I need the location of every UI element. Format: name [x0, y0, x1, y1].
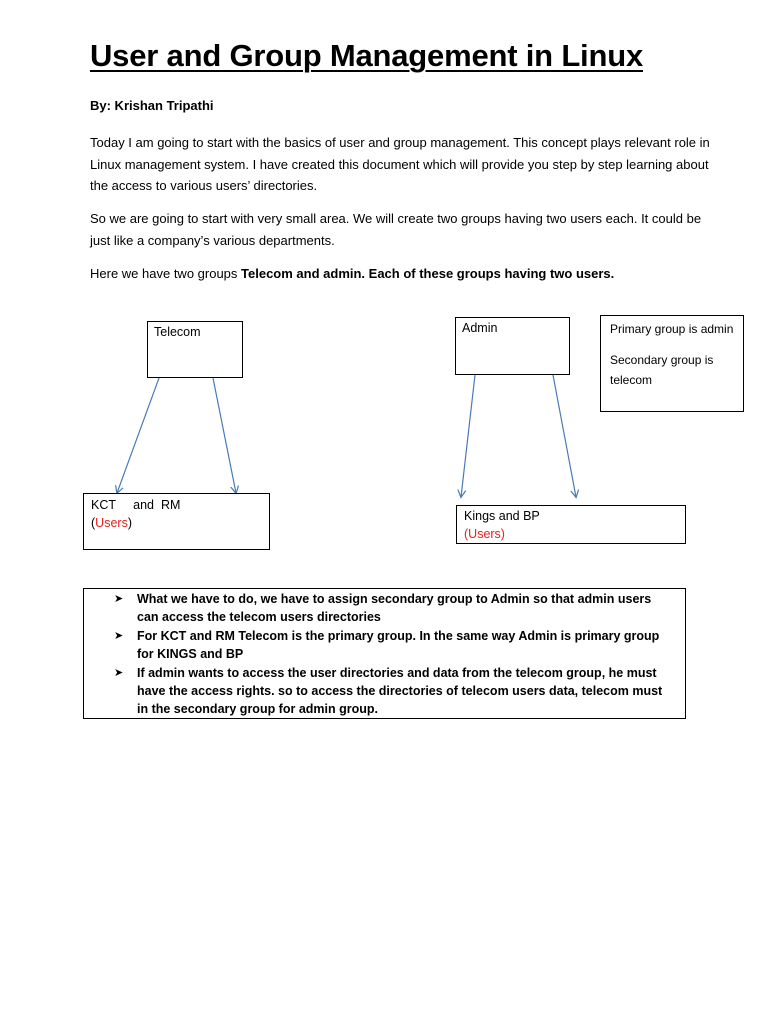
arrow-bullet-icon: ➤ — [114, 629, 124, 642]
list-item — [114, 664, 675, 719]
secondary-group-note: Secondary group is telecom — [610, 353, 714, 387]
intro-paragraph: Today I am going to start with the basics of user and group management. This concept plays relevant role in Linux management system. I have created this document which will provide you step by step learning about the access to various users’ directories. — [90, 135, 710, 193]
arrow-bullet-icon: ➤ — [114, 593, 124, 605]
explanation-box — [83, 588, 686, 719]
admin-group-label: Admin — [462, 321, 498, 335]
page-title: User and Group Management in Linux — [90, 38, 643, 73]
arrow-telecom-to-kct — [117, 378, 159, 493]
scope-paragraph: So we are going to start with very small area. We will create two groups having two users each. It could be just like a company’s various departments. — [90, 211, 702, 248]
arrow-admin-to-kings — [461, 375, 475, 497]
list-item — [114, 590, 675, 627]
group-note-box — [600, 315, 744, 412]
telecom-users-box — [83, 493, 270, 550]
telecom-group-label: Telecom — [154, 325, 201, 339]
groups-paragraph-bold: Telecom and admin. Each of these groups having two users. — [241, 266, 615, 281]
arrow-bullet-icon: ➤ — [114, 666, 124, 679]
list-item — [114, 627, 675, 664]
bullet-text: If admin wants to access the user directories and data from the telecom group, he must have the access rights. so to access the directories of telecom users data, telecom must in the secondary group for admin group. — [137, 665, 663, 717]
telecom-group-box — [147, 321, 243, 378]
admin-users-caption: (Users) — [464, 527, 505, 541]
author-byline: By: Krishan Tripathi — [90, 98, 214, 113]
arrow-admin-to-bp — [553, 375, 576, 497]
telecom-users-names: KCT and RM — [91, 498, 181, 512]
bullet-text: For KCT and RM Telecom is the primary group. In the same way Admin is primary group for KINGS and BP — [137, 628, 660, 662]
admin-users-names: Kings and BP — [464, 509, 540, 523]
groups-paragraph-prefix: Here we have two groups — [90, 266, 242, 281]
bullet-text: What we have to do, we have to assign secondary group to Admin so that admin users can access the telecom users directories — [137, 592, 652, 625]
telecom-users-caption — [91, 514, 262, 532]
close-paren: ) — [127, 516, 132, 530]
groups-paragraph — [90, 263, 710, 285]
users-label: Users — [95, 516, 128, 530]
admin-users-box — [456, 505, 686, 544]
admin-group-box — [455, 317, 570, 375]
arrow-telecom-to-rm — [213, 378, 236, 493]
open-paren: ( — [91, 516, 96, 530]
primary-group-note: Primary group is admin — [610, 322, 734, 336]
